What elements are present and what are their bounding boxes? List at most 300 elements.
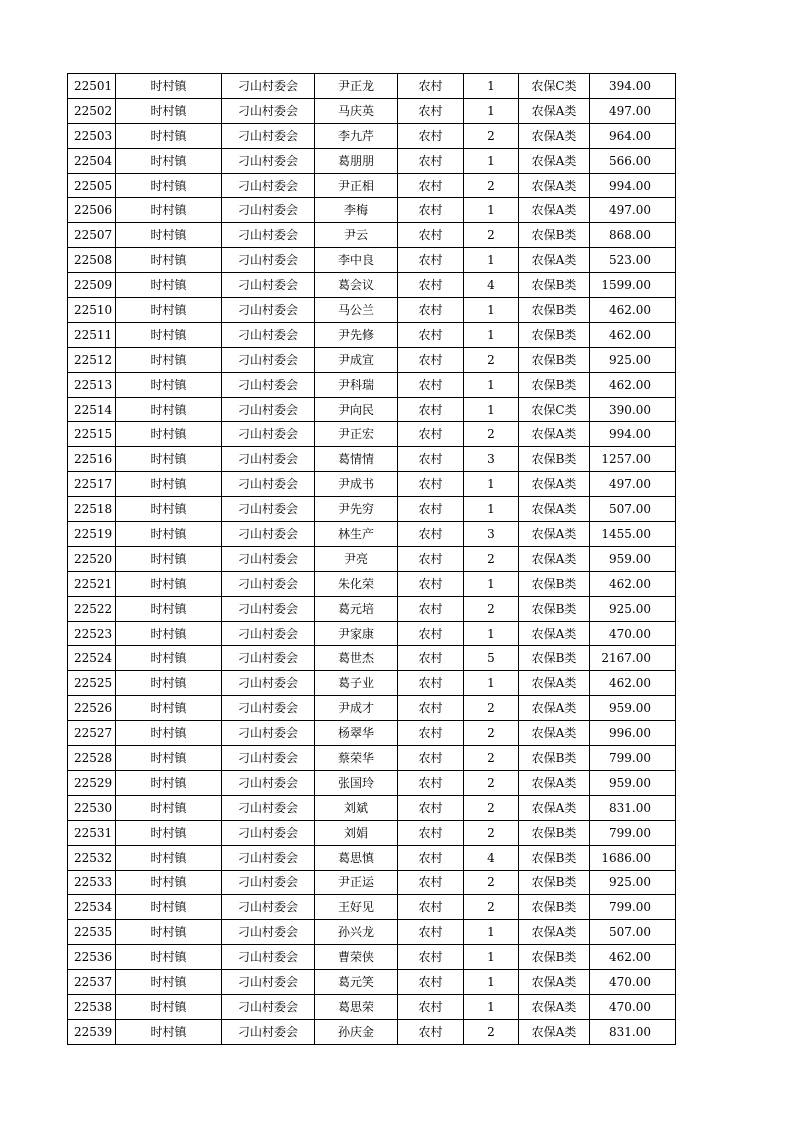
name-cell: 马庆英 <box>315 98 398 123</box>
amount-cell: 470.00 <box>590 621 676 646</box>
table-row <box>68 522 676 547</box>
village-committee-cell: 刁山村委会 <box>222 148 315 173</box>
village-committee-cell: 刁山村委会 <box>222 447 315 472</box>
insurance-category-cell: 农保A类 <box>519 795 590 820</box>
household-count-cell: 2 <box>464 123 519 148</box>
household-count-cell: 2 <box>464 696 519 721</box>
household-count-cell: 5 <box>464 646 519 671</box>
table-row <box>68 298 676 323</box>
name-cell: 葛元培 <box>315 596 398 621</box>
amount-cell: 497.00 <box>590 198 676 223</box>
household-count-cell: 1 <box>464 74 519 99</box>
amount-cell: 925.00 <box>590 596 676 621</box>
record-id-cell: 22521 <box>68 571 116 596</box>
record-id-cell: 22522 <box>68 596 116 621</box>
town-cell: 时村镇 <box>116 422 222 447</box>
table-row <box>68 98 676 123</box>
table-row <box>68 820 676 845</box>
village-committee-cell: 刁山村委会 <box>222 74 315 99</box>
area-type-cell: 农村 <box>398 770 464 795</box>
area-type-cell: 农村 <box>398 746 464 771</box>
amount-cell: 523.00 <box>590 248 676 273</box>
table-row <box>68 248 676 273</box>
household-count-cell: 4 <box>464 845 519 870</box>
record-id-cell: 22510 <box>68 298 116 323</box>
insurance-category-cell: 农保A类 <box>519 1019 590 1044</box>
table-row <box>68 123 676 148</box>
amount-cell: 566.00 <box>590 148 676 173</box>
town-cell: 时村镇 <box>116 571 222 596</box>
area-type-cell: 农村 <box>398 397 464 422</box>
record-id-cell: 22502 <box>68 98 116 123</box>
insurance-category-cell: 农保A类 <box>519 721 590 746</box>
area-type-cell: 农村 <box>398 322 464 347</box>
insurance-category-cell: 农保A类 <box>519 198 590 223</box>
household-count-cell: 2 <box>464 795 519 820</box>
table-row <box>68 472 676 497</box>
village-committee-cell: 刁山村委会 <box>222 696 315 721</box>
area-type-cell: 农村 <box>398 696 464 721</box>
village-committee-cell: 刁山村委会 <box>222 770 315 795</box>
town-cell: 时村镇 <box>116 74 222 99</box>
amount-cell: 925.00 <box>590 347 676 372</box>
household-count-cell: 2 <box>464 820 519 845</box>
household-count-cell: 1 <box>464 248 519 273</box>
household-count-cell: 2 <box>464 746 519 771</box>
amount-cell: 1455.00 <box>590 522 676 547</box>
table-body <box>68 74 676 1045</box>
village-committee-cell: 刁山村委会 <box>222 945 315 970</box>
area-type-cell: 农村 <box>398 497 464 522</box>
village-committee-cell: 刁山村委会 <box>222 98 315 123</box>
village-committee-cell: 刁山村委会 <box>222 1019 315 1044</box>
name-cell: 尹正宏 <box>315 422 398 447</box>
insurance-category-cell: 农保A类 <box>519 621 590 646</box>
insurance-category-cell: 农保A类 <box>519 770 590 795</box>
table-row <box>68 621 676 646</box>
table-row <box>68 173 676 198</box>
area-type-cell: 农村 <box>398 646 464 671</box>
table-row <box>68 970 676 995</box>
amount-cell: 994.00 <box>590 173 676 198</box>
town-cell: 时村镇 <box>116 148 222 173</box>
name-cell: 尹正运 <box>315 870 398 895</box>
household-count-cell: 4 <box>464 273 519 298</box>
amount-cell: 1599.00 <box>590 273 676 298</box>
record-id-cell: 22507 <box>68 223 116 248</box>
amount-cell: 996.00 <box>590 721 676 746</box>
area-type-cell: 农村 <box>398 347 464 372</box>
town-cell: 时村镇 <box>116 994 222 1019</box>
household-count-cell: 1 <box>464 497 519 522</box>
town-cell: 时村镇 <box>116 298 222 323</box>
name-cell: 杨翠华 <box>315 721 398 746</box>
household-count-cell: 1 <box>464 945 519 970</box>
area-type-cell: 农村 <box>398 447 464 472</box>
table-row <box>68 198 676 223</box>
area-type-cell: 农村 <box>398 671 464 696</box>
household-count-cell: 2 <box>464 770 519 795</box>
insurance-category-cell: 农保B类 <box>519 347 590 372</box>
area-type-cell: 农村 <box>398 895 464 920</box>
table-row <box>68 795 676 820</box>
village-committee-cell: 刁山村委会 <box>222 845 315 870</box>
record-id-cell: 22535 <box>68 920 116 945</box>
insurance-category-cell: 农保A类 <box>519 970 590 995</box>
record-id-cell: 22526 <box>68 696 116 721</box>
insurance-category-cell: 农保B类 <box>519 223 590 248</box>
area-type-cell: 农村 <box>398 148 464 173</box>
record-id-cell: 22501 <box>68 74 116 99</box>
village-committee-cell: 刁山村委会 <box>222 820 315 845</box>
village-committee-cell: 刁山村委会 <box>222 248 315 273</box>
town-cell: 时村镇 <box>116 546 222 571</box>
village-committee-cell: 刁山村委会 <box>222 472 315 497</box>
town-cell: 时村镇 <box>116 1019 222 1044</box>
town-cell: 时村镇 <box>116 173 222 198</box>
household-count-cell: 2 <box>464 347 519 372</box>
name-cell: 尹家康 <box>315 621 398 646</box>
insurance-category-cell: 农保A类 <box>519 248 590 273</box>
town-cell: 时村镇 <box>116 845 222 870</box>
name-cell: 李中良 <box>315 248 398 273</box>
area-type-cell: 农村 <box>398 621 464 646</box>
table-row <box>68 397 676 422</box>
amount-cell: 799.00 <box>590 895 676 920</box>
town-cell: 时村镇 <box>116 870 222 895</box>
amount-cell: 470.00 <box>590 970 676 995</box>
table-row <box>68 347 676 372</box>
town-cell: 时村镇 <box>116 198 222 223</box>
town-cell: 时村镇 <box>116 696 222 721</box>
household-count-cell: 1 <box>464 920 519 945</box>
town-cell: 时村镇 <box>116 920 222 945</box>
insurance-category-cell: 农保A类 <box>519 472 590 497</box>
household-count-cell: 2 <box>464 546 519 571</box>
name-cell: 马公兰 <box>315 298 398 323</box>
name-cell: 葛元笑 <box>315 970 398 995</box>
name-cell: 李九芹 <box>315 123 398 148</box>
insurance-category-cell: 农保B类 <box>519 746 590 771</box>
amount-cell: 462.00 <box>590 671 676 696</box>
household-count-cell: 1 <box>464 322 519 347</box>
village-committee-cell: 刁山村委会 <box>222 298 315 323</box>
household-count-cell: 1 <box>464 198 519 223</box>
village-committee-cell: 刁山村委会 <box>222 173 315 198</box>
insurance-category-cell: 农保A类 <box>519 522 590 547</box>
area-type-cell: 农村 <box>398 945 464 970</box>
name-cell: 葛思荣 <box>315 994 398 1019</box>
area-type-cell: 农村 <box>398 74 464 99</box>
table-row <box>68 322 676 347</box>
household-count-cell: 2 <box>464 721 519 746</box>
amount-cell: 462.00 <box>590 372 676 397</box>
area-type-cell: 农村 <box>398 422 464 447</box>
household-count-cell: 3 <box>464 522 519 547</box>
table-row <box>68 845 676 870</box>
name-cell: 尹成书 <box>315 472 398 497</box>
amount-cell: 507.00 <box>590 920 676 945</box>
village-committee-cell: 刁山村委会 <box>222 671 315 696</box>
table-row <box>68 895 676 920</box>
insurance-category-cell: 农保A类 <box>519 123 590 148</box>
village-committee-cell: 刁山村委会 <box>222 497 315 522</box>
town-cell: 时村镇 <box>116 123 222 148</box>
insurance-category-cell: 农保A类 <box>519 148 590 173</box>
household-count-cell: 1 <box>464 571 519 596</box>
village-committee-cell: 刁山村委会 <box>222 746 315 771</box>
amount-cell: 394.00 <box>590 74 676 99</box>
table-row <box>68 746 676 771</box>
name-cell: 葛思慎 <box>315 845 398 870</box>
name-cell: 尹成宣 <box>315 347 398 372</box>
amount-cell: 2167.00 <box>590 646 676 671</box>
name-cell: 刘斌 <box>315 795 398 820</box>
village-committee-cell: 刁山村委会 <box>222 646 315 671</box>
record-id-cell: 22536 <box>68 945 116 970</box>
record-id-cell: 22525 <box>68 671 116 696</box>
record-id-cell: 22523 <box>68 621 116 646</box>
table-row <box>68 945 676 970</box>
name-cell: 葛世杰 <box>315 646 398 671</box>
name-cell: 李梅 <box>315 198 398 223</box>
table-row <box>68 546 676 571</box>
name-cell: 刘娟 <box>315 820 398 845</box>
table-row <box>68 422 676 447</box>
name-cell: 朱化荣 <box>315 571 398 596</box>
area-type-cell: 农村 <box>398 721 464 746</box>
insurance-category-cell: 农保A类 <box>519 920 590 945</box>
town-cell: 时村镇 <box>116 970 222 995</box>
area-type-cell: 农村 <box>398 98 464 123</box>
household-count-cell: 3 <box>464 447 519 472</box>
village-committee-cell: 刁山村委会 <box>222 994 315 1019</box>
town-cell: 时村镇 <box>116 770 222 795</box>
record-id-cell: 22530 <box>68 795 116 820</box>
record-id-cell: 22527 <box>68 721 116 746</box>
household-count-cell: 1 <box>464 472 519 497</box>
area-type-cell: 农村 <box>398 920 464 945</box>
town-cell: 时村镇 <box>116 98 222 123</box>
record-id-cell: 22504 <box>68 148 116 173</box>
record-id-cell: 22517 <box>68 472 116 497</box>
household-count-cell: 1 <box>464 98 519 123</box>
household-count-cell: 1 <box>464 298 519 323</box>
household-count-cell: 1 <box>464 671 519 696</box>
insurance-category-cell: 农保A类 <box>519 422 590 447</box>
record-id-cell: 22512 <box>68 347 116 372</box>
record-id-cell: 22524 <box>68 646 116 671</box>
name-cell: 王好见 <box>315 895 398 920</box>
amount-cell: 1686.00 <box>590 845 676 870</box>
town-cell: 时村镇 <box>116 322 222 347</box>
amount-cell: 994.00 <box>590 422 676 447</box>
table-row <box>68 447 676 472</box>
record-id-cell: 22531 <box>68 820 116 845</box>
area-type-cell: 农村 <box>398 994 464 1019</box>
name-cell: 孙兴龙 <box>315 920 398 945</box>
area-type-cell: 农村 <box>398 472 464 497</box>
area-type-cell: 农村 <box>398 123 464 148</box>
household-count-cell: 1 <box>464 397 519 422</box>
record-id-cell: 22534 <box>68 895 116 920</box>
town-cell: 时村镇 <box>116 472 222 497</box>
record-id-cell: 22520 <box>68 546 116 571</box>
amount-cell: 925.00 <box>590 870 676 895</box>
insurance-category-cell: 农保A类 <box>519 98 590 123</box>
area-type-cell: 农村 <box>398 248 464 273</box>
area-type-cell: 农村 <box>398 223 464 248</box>
record-id-cell: 22539 <box>68 1019 116 1044</box>
record-id-cell: 22532 <box>68 845 116 870</box>
town-cell: 时村镇 <box>116 646 222 671</box>
name-cell: 尹成才 <box>315 696 398 721</box>
area-type-cell: 农村 <box>398 970 464 995</box>
record-id-cell: 22509 <box>68 273 116 298</box>
record-id-cell: 22516 <box>68 447 116 472</box>
area-type-cell: 农村 <box>398 372 464 397</box>
name-cell: 尹科瑞 <box>315 372 398 397</box>
amount-cell: 462.00 <box>590 571 676 596</box>
table-row <box>68 920 676 945</box>
table-row <box>68 696 676 721</box>
village-committee-cell: 刁山村委会 <box>222 372 315 397</box>
amount-cell: 959.00 <box>590 770 676 795</box>
table-row <box>68 870 676 895</box>
village-committee-cell: 刁山村委会 <box>222 920 315 945</box>
record-id-cell: 22508 <box>68 248 116 273</box>
household-count-cell: 2 <box>464 895 519 920</box>
village-committee-cell: 刁山村委会 <box>222 273 315 298</box>
village-committee-cell: 刁山村委会 <box>222 223 315 248</box>
table-row <box>68 571 676 596</box>
amount-cell: 959.00 <box>590 696 676 721</box>
table-row <box>68 596 676 621</box>
amount-cell: 462.00 <box>590 298 676 323</box>
record-id-cell: 22515 <box>68 422 116 447</box>
table-row <box>68 74 676 99</box>
amount-cell: 831.00 <box>590 1019 676 1044</box>
insurance-category-cell: 农保B类 <box>519 447 590 472</box>
insurance-category-cell: 农保A类 <box>519 994 590 1019</box>
record-id-cell: 22514 <box>68 397 116 422</box>
village-committee-cell: 刁山村委会 <box>222 895 315 920</box>
amount-cell: 1257.00 <box>590 447 676 472</box>
town-cell: 时村镇 <box>116 596 222 621</box>
area-type-cell: 农村 <box>398 273 464 298</box>
amount-cell: 964.00 <box>590 123 676 148</box>
insurance-category-cell: 农保B类 <box>519 646 590 671</box>
amount-cell: 470.00 <box>590 994 676 1019</box>
insurance-category-cell: 农保A类 <box>519 671 590 696</box>
record-id-cell: 22505 <box>68 173 116 198</box>
insurance-category-cell: 农保B类 <box>519 322 590 347</box>
insurance-category-cell: 农保A类 <box>519 546 590 571</box>
village-committee-cell: 刁山村委会 <box>222 721 315 746</box>
amount-cell: 868.00 <box>590 223 676 248</box>
name-cell: 葛情情 <box>315 447 398 472</box>
table-row <box>68 148 676 173</box>
record-id-cell: 22533 <box>68 870 116 895</box>
table-row <box>68 770 676 795</box>
household-count-cell: 1 <box>464 970 519 995</box>
amount-cell: 799.00 <box>590 820 676 845</box>
insurance-category-cell: 农保B类 <box>519 273 590 298</box>
village-committee-cell: 刁山村委会 <box>222 522 315 547</box>
insurance-category-cell: 农保B类 <box>519 571 590 596</box>
table-row <box>68 994 676 1019</box>
amount-cell: 799.00 <box>590 746 676 771</box>
insurance-category-cell: 农保B类 <box>519 298 590 323</box>
household-count-cell: 1 <box>464 372 519 397</box>
record-id-cell: 22518 <box>68 497 116 522</box>
village-committee-cell: 刁山村委会 <box>222 347 315 372</box>
household-count-cell: 2 <box>464 223 519 248</box>
amount-cell: 497.00 <box>590 472 676 497</box>
amount-cell: 507.00 <box>590 497 676 522</box>
name-cell: 林生产 <box>315 522 398 547</box>
name-cell: 尹先穷 <box>315 497 398 522</box>
town-cell: 时村镇 <box>116 895 222 920</box>
record-id-cell: 22528 <box>68 746 116 771</box>
name-cell: 蔡荣华 <box>315 746 398 771</box>
town-cell: 时村镇 <box>116 497 222 522</box>
amount-cell: 831.00 <box>590 795 676 820</box>
area-type-cell: 农村 <box>398 522 464 547</box>
table-row <box>68 671 676 696</box>
table-row <box>68 1019 676 1044</box>
insurance-category-cell: 农保B类 <box>519 870 590 895</box>
town-cell: 时村镇 <box>116 347 222 372</box>
record-id-cell: 22529 <box>68 770 116 795</box>
village-committee-cell: 刁山村委会 <box>222 621 315 646</box>
amount-cell: 462.00 <box>590 945 676 970</box>
table-row <box>68 721 676 746</box>
amount-cell: 959.00 <box>590 546 676 571</box>
village-committee-cell: 刁山村委会 <box>222 546 315 571</box>
name-cell: 曹荣侠 <box>315 945 398 970</box>
record-id-cell: 22503 <box>68 123 116 148</box>
area-type-cell: 农村 <box>398 1019 464 1044</box>
insurance-category-cell: 农保B类 <box>519 895 590 920</box>
town-cell: 时村镇 <box>116 372 222 397</box>
insurance-category-cell: 农保A类 <box>519 173 590 198</box>
village-committee-cell: 刁山村委会 <box>222 123 315 148</box>
household-count-cell: 2 <box>464 596 519 621</box>
name-cell: 尹亮 <box>315 546 398 571</box>
household-count-cell: 1 <box>464 148 519 173</box>
record-table <box>67 73 676 1045</box>
name-cell: 孙庆金 <box>315 1019 398 1044</box>
insurance-category-cell: 农保B类 <box>519 820 590 845</box>
name-cell: 尹正龙 <box>315 74 398 99</box>
name-cell: 葛会议 <box>315 273 398 298</box>
name-cell: 葛子业 <box>315 671 398 696</box>
amount-cell: 390.00 <box>590 397 676 422</box>
table-row <box>68 273 676 298</box>
amount-cell: 497.00 <box>590 98 676 123</box>
village-committee-cell: 刁山村委会 <box>222 795 315 820</box>
town-cell: 时村镇 <box>116 945 222 970</box>
area-type-cell: 农村 <box>398 571 464 596</box>
town-cell: 时村镇 <box>116 795 222 820</box>
insurance-category-cell: 农保B类 <box>519 845 590 870</box>
household-count-cell: 1 <box>464 621 519 646</box>
town-cell: 时村镇 <box>116 746 222 771</box>
household-count-cell: 2 <box>464 870 519 895</box>
record-id-cell: 22513 <box>68 372 116 397</box>
town-cell: 时村镇 <box>116 721 222 746</box>
